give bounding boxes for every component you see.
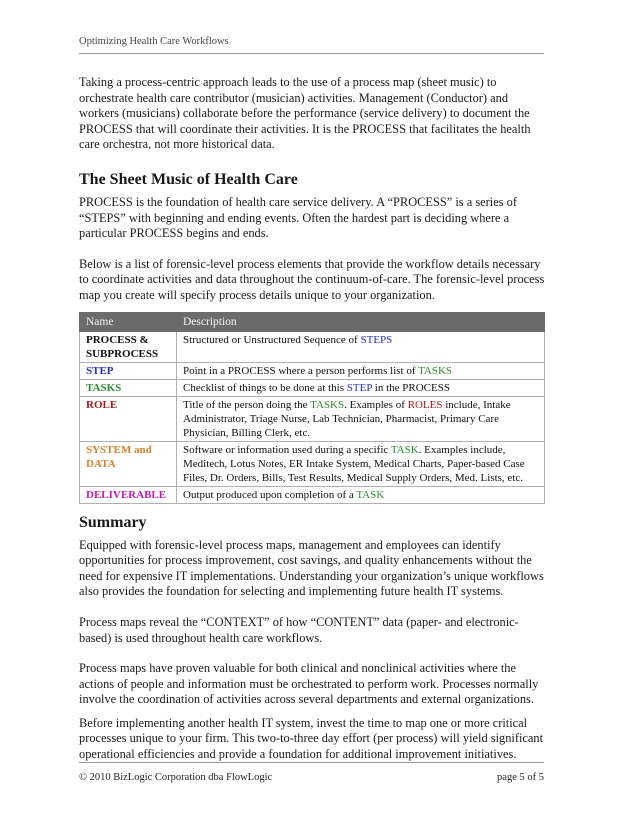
summary-paragraph-4: Before implementing another health IT system, invest the time to map one or more critical processes unique to your firm. This two-to-three day effort (per process) will yield significant operational efficiencies and provide a foundation for additional improvement initiatives. bbox=[79, 715, 544, 762]
row-name-cell: SYSTEM and DATA bbox=[80, 441, 177, 486]
row-name-cell: PROCESS & SUBPROCESS bbox=[80, 331, 177, 362]
summary-paragraph-3: Process maps have proven valuable for both clinical and nonclinical activities where the actions of people and information must be orchestrated to perform work. Processes normally involve the coordination of activities across several departments and external organizations. bbox=[79, 661, 539, 707]
description-segment: include, Intake Administrator, Triage Nurse, Lab Technician, Pharmacist, Primary Care Physician, Billing Clerk, etc. bbox=[183, 398, 511, 439]
section-heading-summary: Summary bbox=[79, 513, 147, 531]
description-segment: TASKS bbox=[418, 364, 453, 377]
row-description-cell bbox=[177, 486, 545, 503]
copyright-text: © 2010 BizLogic Corporation dba FlowLogic bbox=[79, 772, 273, 783]
footer-divider bbox=[79, 762, 544, 763]
table-row bbox=[80, 486, 545, 503]
row-description-cell bbox=[177, 379, 545, 396]
row-description-cell bbox=[177, 396, 545, 441]
row-name-cell: DELIVERABLE bbox=[80, 486, 177, 503]
table-row bbox=[80, 362, 545, 379]
description-segment: TASK bbox=[356, 488, 385, 501]
description-segment: TASK bbox=[390, 443, 419, 456]
table-body bbox=[80, 331, 545, 503]
process-elements-table bbox=[79, 312, 545, 504]
description-segment: . Examples of bbox=[344, 398, 408, 411]
row-name-cell: TASKS bbox=[80, 379, 177, 396]
table-row bbox=[80, 396, 545, 441]
column-header-name: Name bbox=[80, 312, 177, 331]
table-row bbox=[80, 379, 545, 396]
description-segment: Point in a PROCESS where a person performs list of bbox=[183, 364, 419, 377]
page-body bbox=[79, 75, 549, 778]
description-segment: Structured or Unstructured Sequence of bbox=[183, 333, 361, 346]
header-divider bbox=[79, 53, 544, 54]
description-segment: in the PROCESS bbox=[372, 381, 450, 394]
description-segment: . Examples include, Meditech, Lotus Notes, ER Intake System, Medical Charts, Paper-based Case Files, Dr. Orders, Bills, Test Results, Medical Supply Orders, Med. Lists, etc. bbox=[183, 443, 525, 484]
table-row bbox=[80, 331, 545, 362]
description-segment: TASKS bbox=[310, 398, 345, 411]
row-description-cell bbox=[177, 362, 545, 379]
description-segment: Output produced upon completion of a bbox=[183, 488, 357, 501]
description-segment: ROLES bbox=[407, 398, 443, 411]
description-segment: STEP bbox=[346, 381, 373, 394]
description-segment: Checklist of things to be done at this bbox=[183, 381, 347, 394]
table-row bbox=[80, 441, 545, 486]
section-heading-sheet-music: The Sheet Music of Health Care bbox=[79, 170, 298, 188]
row-description-cell bbox=[177, 331, 545, 362]
intro-paragraph: Taking a process-centric approach leads to the use of a process map (sheet music) to orchestrate health care contributor (musician) activities. Management (Conductor) and workers (musicians) collaborate before the performance (service delivery) to document the PROCESS that will coordinate their activities. It is the PROCESS that facilitates the health care orchestra, not more historical data. bbox=[79, 75, 531, 152]
summary-paragraph-2: Process maps reveal the “CONTEXT” of how “CONTENT” data (paper- and electronic-based) is used throughout health care workflows. bbox=[79, 614, 519, 645]
table-header-row bbox=[80, 312, 545, 331]
column-header-description: Description bbox=[177, 312, 545, 331]
page-number: page 5 of 5 bbox=[497, 772, 544, 783]
description-segment: STEPS bbox=[360, 333, 393, 346]
section1-paragraph-2: Below is a list of forensic-level process elements that provide the workflow details necessary to coordinate activities and data throughout the continuum-of-care. The forensic-level process map you create will specify process details unique to your organization. bbox=[79, 256, 545, 302]
summary-paragraph-1: Equipped with forensic-level process maps, management and employees can identify opportunities for process improvement, cost savings, and quality enhancements without the need for expensive IT implementations. Understanding your organization’s unique workflows also provides the foundation for selecting and implementing future health IT systems. bbox=[79, 537, 544, 599]
section1-paragraph-1: PROCESS is the foundation of health care service delivery. A “PROCESS” is a series of “STEPS” with beginning and ending events. Often the hardest part is deciding where a particular PROCESS begins and ends. bbox=[79, 194, 517, 241]
page-header: Optimizing Health Care Workflows bbox=[79, 36, 229, 47]
description-segment: Title of the person doing the bbox=[183, 398, 311, 411]
row-name-cell: ROLE bbox=[80, 396, 177, 441]
row-name-cell: STEP bbox=[80, 362, 177, 379]
row-description-cell bbox=[177, 441, 545, 486]
description-segment: Software or information used during a specific bbox=[183, 443, 391, 456]
